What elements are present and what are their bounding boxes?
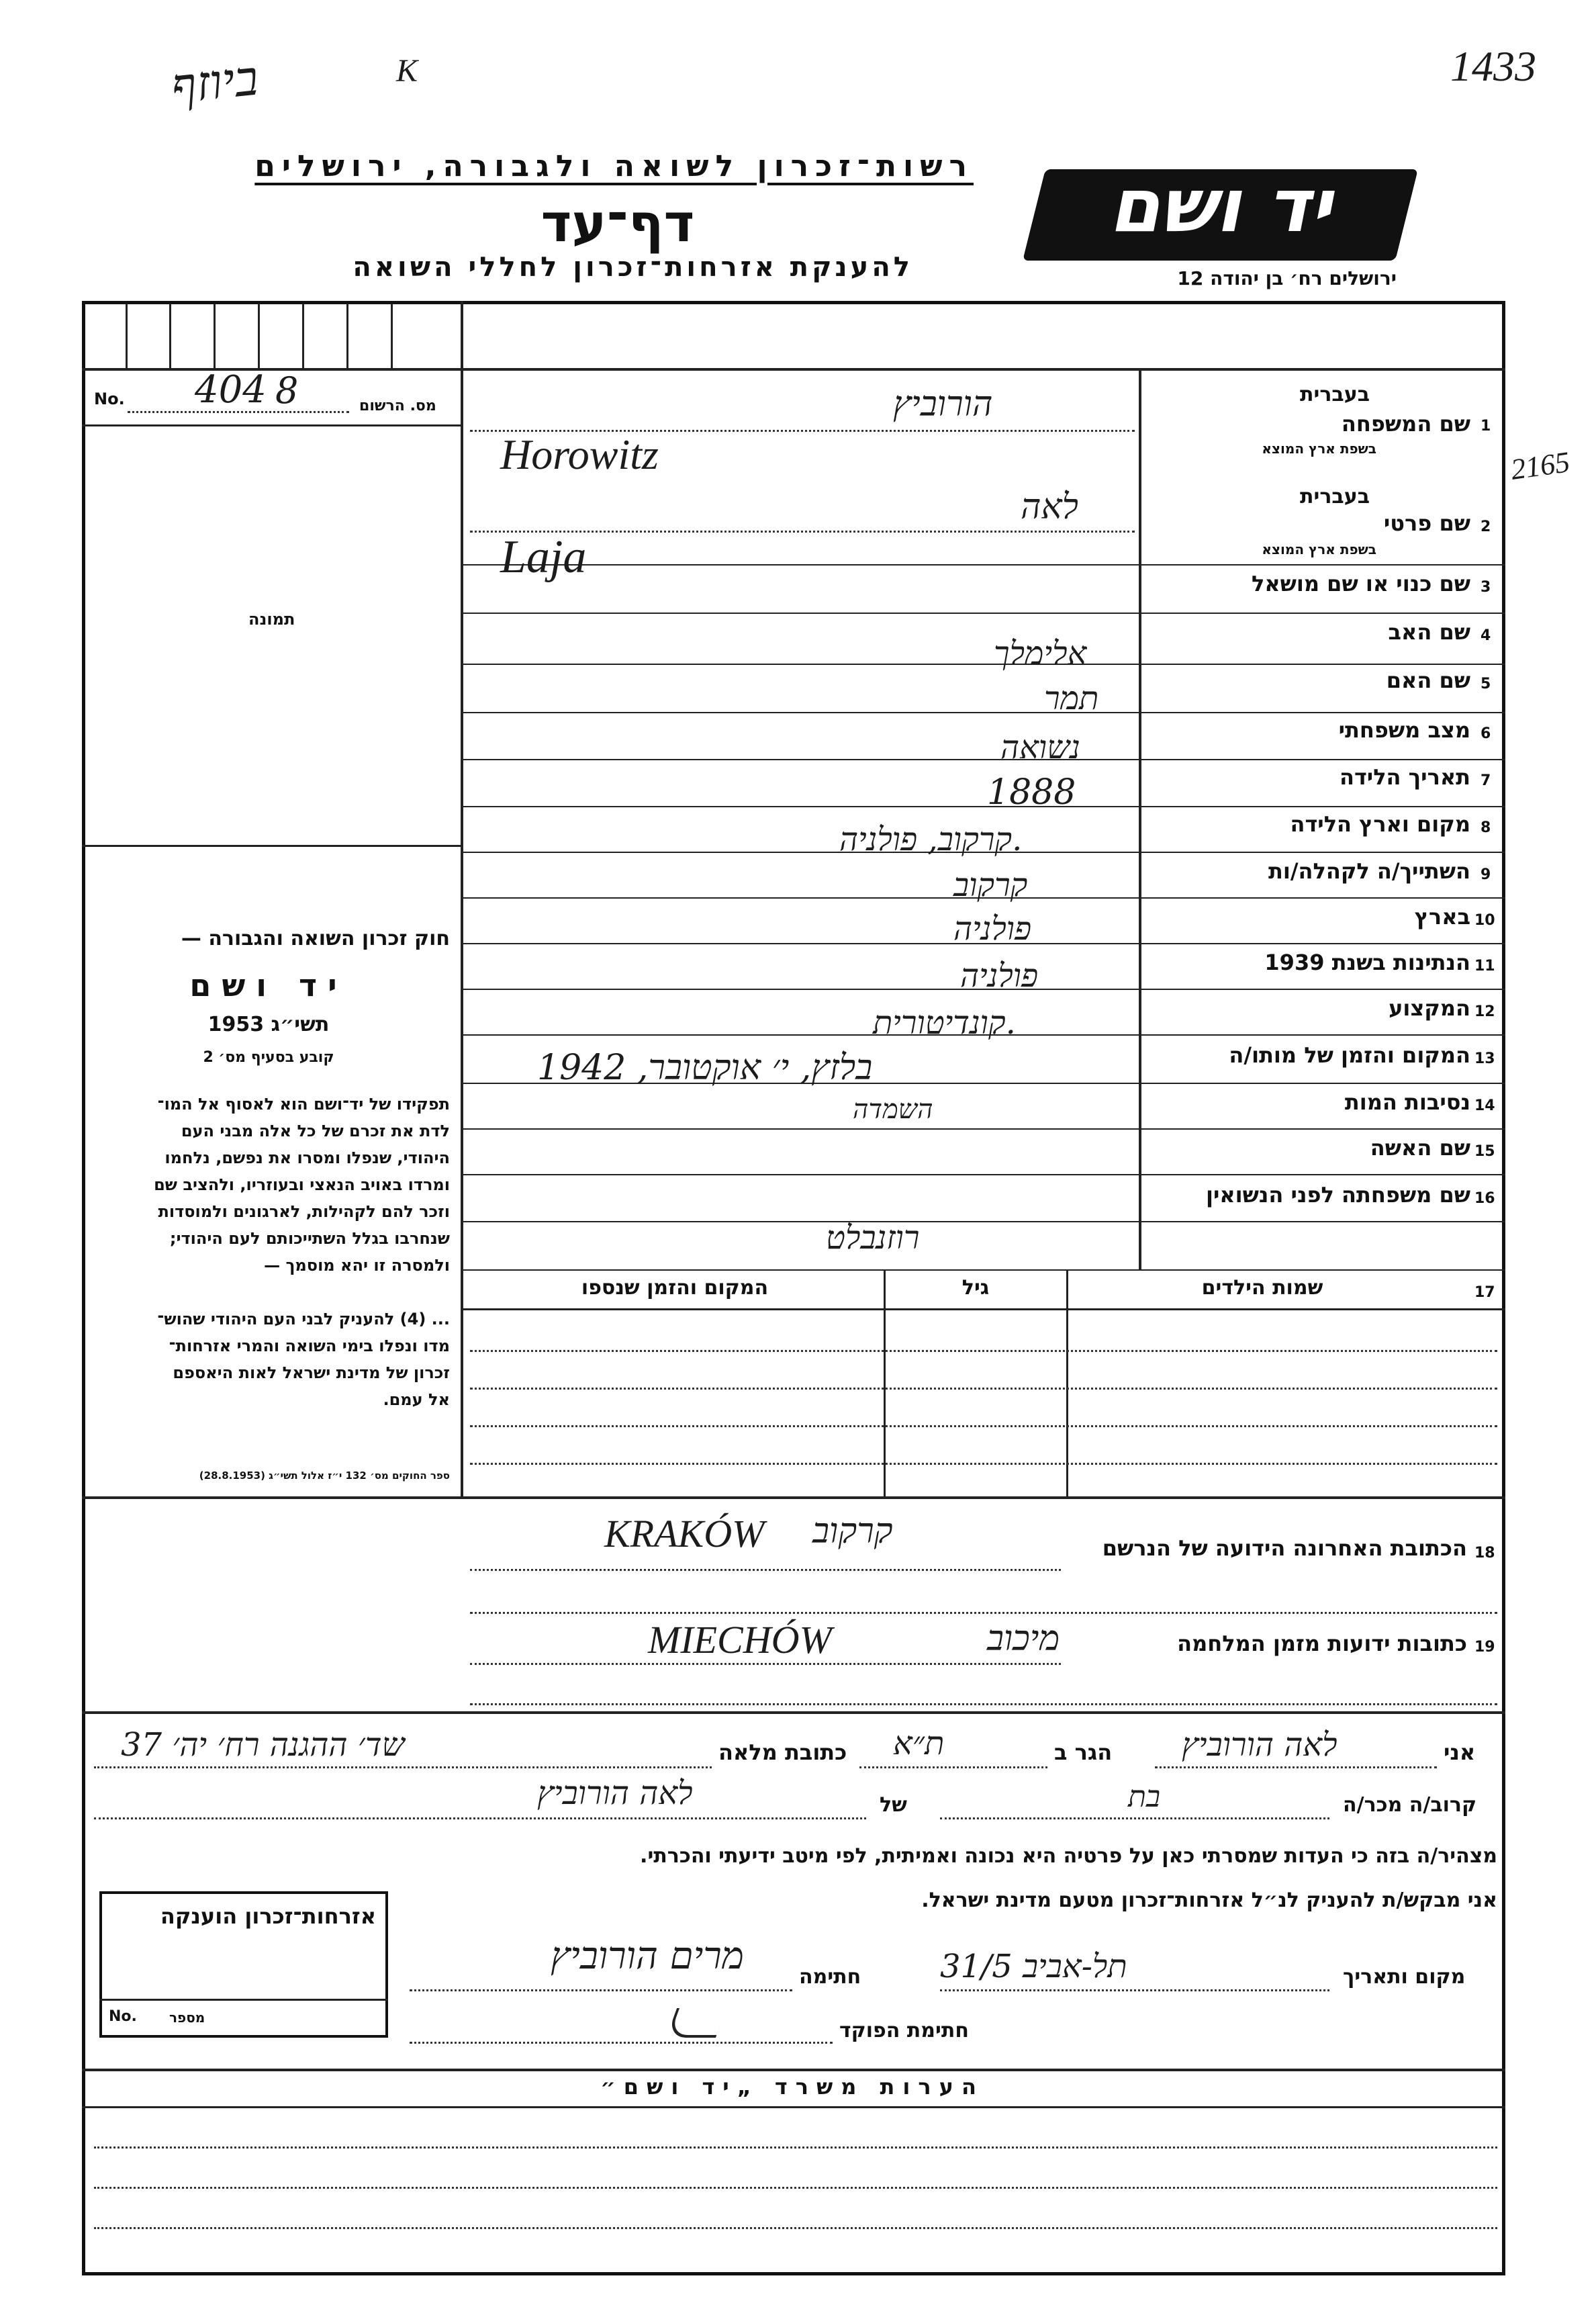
field-5-value: תמר <box>1044 680 1099 717</box>
field-10-number: 10 <box>1474 912 1495 929</box>
field-13-number: 13 <box>1474 1050 1495 1067</box>
law-clause4-3: זכרון של מדינת ישראל לאות היאספם <box>173 1363 450 1382</box>
field-3-label: שם כנוי או שם מושאל <box>1251 571 1470 596</box>
decl-relation: בת <box>1128 1780 1161 1814</box>
law-year: תשי״ג 1953 <box>207 1013 330 1036</box>
law-body-5: וזכר להם לקהילות, לארגונים ולמוסדות <box>158 1202 450 1221</box>
field-7-label: תאריך הלידה <box>1339 764 1470 790</box>
registration-number-suffix: 8 <box>275 369 299 412</box>
decl-signature-label: חתימה <box>799 1965 861 1989</box>
field-10-label: בארץ <box>1414 904 1470 930</box>
field-2-tag-latin: בשפת ארץ המוצא <box>1262 541 1376 557</box>
field-6-value: נשואה <box>1000 729 1080 766</box>
field-1-number: 1 <box>1481 418 1491 435</box>
law-body-3: היהודי, שנפלו ומסרו את נפשם, נלחמו <box>165 1148 450 1167</box>
field-6-label: מצב משפחתי <box>1338 717 1470 743</box>
field-13-value: בלזץ, י׳ אוקטובר, 1942 <box>537 1048 873 1088</box>
field-12-label: המקצוע <box>1389 995 1470 1021</box>
field-11-label: הנתינות בשנת 1939 <box>1264 950 1470 975</box>
law-name: יד ושם <box>189 967 348 1003</box>
form-title: דף־עד <box>541 193 695 254</box>
corner-name-scribble: ביוזף <box>168 49 261 115</box>
certificate-box-no: No. <box>109 2008 137 2025</box>
field-1-label: שם המשפחה <box>1341 411 1470 437</box>
logo-address: ירושלים רח׳ בן יהודה 12 <box>1177 267 1397 289</box>
field-2-label: שם פרטי <box>1383 510 1470 536</box>
field-5-label: שם האם <box>1386 668 1470 693</box>
address-18-value-latin: KRAKÓW <box>604 1512 765 1555</box>
field-16-number: 16 <box>1474 1190 1495 1207</box>
registration-number: 404 <box>195 368 267 412</box>
address-18-value: קרקוב <box>812 1511 893 1551</box>
children-header-place: המקום והזמן שנספו <box>581 1276 769 1300</box>
address-19-value: מיכוב <box>987 1619 1060 1659</box>
field-11-number: 11 <box>1474 958 1495 975</box>
decl-officer-label: חתימת הפוקד <box>839 2019 969 2042</box>
field-8-value: קרקוב, פולניה. <box>839 821 1023 858</box>
address-19-number: 19 <box>1474 1639 1495 1656</box>
field-1-value-latin: Horowitz <box>500 431 659 478</box>
address-18-number: 18 <box>1474 1545 1495 1562</box>
field-9-label: השתייך/ה לקהלה/ות <box>1268 858 1470 884</box>
decl-name: לאה הורוביץ <box>1182 1726 1337 1764</box>
decl-place-date: תל-אביב 31/5 <box>940 1948 1127 1985</box>
law-clause4-4: אל עמם. <box>383 1390 450 1409</box>
law-body-6: שנחרבו בגלל השתייכותם לעם היהודי; <box>169 1229 450 1248</box>
field-15-label: שם האשה <box>1370 1135 1470 1161</box>
law-clause4-1: ... (4) להעניק לבני העם היהודי שהוש־ <box>157 1310 450 1328</box>
margin-number: 2165 <box>1509 445 1572 486</box>
law-body-7: ולמסרה זו יהא מוסמך — <box>264 1256 450 1275</box>
field-2-tag-hebrew: בעברית <box>1300 485 1370 508</box>
decl-relative-label: קרוב/ה מכר/ה <box>1343 1793 1477 1817</box>
field-14-number: 14 <box>1474 1097 1495 1114</box>
logo-text: יד ושם <box>1109 163 1332 248</box>
field-15-number: 15 <box>1474 1143 1495 1160</box>
decl-signature: מרים הורוביץ <box>551 1934 744 1978</box>
field-14-value: השמדה <box>853 1094 933 1125</box>
field-12-value: קונדיטורית. <box>873 1004 1016 1042</box>
certificate-box-number-label: מספר <box>169 2009 205 2026</box>
field-4-label: שם האב <box>1388 619 1470 645</box>
field-14-label: נסיבות המות <box>1344 1089 1470 1115</box>
decl-address-label: כתובת מלאה <box>718 1739 847 1765</box>
decl-place-date-label: מקום ותאריך <box>1343 1965 1466 1989</box>
decl-request: אני מבקש/ת להעניק לנ״ל אזרחות־זכרון מטעם מדינת ישראל. <box>921 1889 1497 1912</box>
field-8-number: 8 <box>1481 819 1491 836</box>
field-1-value: הורוביץ <box>893 384 993 424</box>
field-1-tag-hebrew: בעברית <box>1300 383 1370 406</box>
decl-relative-name: לאה הורוביץ <box>537 1774 693 1812</box>
field-7-number: 7 <box>1481 772 1491 789</box>
field-12-number: 12 <box>1474 1003 1495 1020</box>
field-3-number: 3 <box>1481 579 1491 596</box>
registration-no-prefix: No. <box>94 390 125 408</box>
field-9-number: 9 <box>1481 866 1491 883</box>
law-body-4: ומרדו באויב הנאצי ובעוזריו, ולהציב שם <box>154 1175 450 1194</box>
address-19-label: כתובות ידועות מזמן המלחמה <box>1177 1631 1467 1656</box>
field-2-value: לאה <box>1021 487 1078 527</box>
field-4-value: אלימלך <box>994 635 1087 672</box>
address-19-value-latin: MIECHÓW <box>648 1618 832 1662</box>
field-10-value: פולניה <box>953 910 1032 948</box>
law-footnote: ספר החוקים מס׳ 132 י״ז אלול תשי״ג (28.8.1953) <box>199 1470 450 1482</box>
decl-city: ת״א <box>893 1725 945 1762</box>
address-18-label: הכתובת האחרונה הידועה של הנרשם <box>1102 1535 1467 1561</box>
decl-ani: אני <box>1444 1739 1476 1765</box>
office-notes-title: הערות משרד „יד ושם״ <box>600 2074 984 2099</box>
authority-line: רשות־זכרון לשואה ולגבורה, ירושלים <box>254 149 974 183</box>
registration-label: מס. הרשום <box>359 398 436 414</box>
corner-mark: K <box>396 53 418 89</box>
law-clause4-2: מדו ונפלו בימי השואה והמרי אזרחות־ <box>169 1337 450 1355</box>
certificate-box-title: אזרחות־זכרון הוענקה <box>160 1903 376 1929</box>
decl-of-label: של <box>880 1793 907 1817</box>
field-4-number: 4 <box>1481 627 1491 644</box>
field-7-value: 1888 <box>987 772 1076 813</box>
form-subtitle: להענקת אזרחות־זכרון לחללי השואה <box>353 252 913 283</box>
children-number: 17 <box>1474 1284 1495 1301</box>
field-16-value: רוזנבלט <box>826 1219 920 1257</box>
field-11-value: פולניה <box>960 957 1039 995</box>
field-9-value: קרקוב <box>953 866 1028 904</box>
field-16-label: שם משפחתה לפני הנשואין <box>1205 1182 1470 1208</box>
field-13-label: המקום והזמן של מותו/ה <box>1229 1042 1470 1068</box>
decl-resides-label: הגר ב <box>1054 1739 1113 1765</box>
sheet-number: 1433 <box>1450 42 1536 90</box>
law-body-1: תפקידו של יד־ושם הוא לאסוף אל המו־ <box>157 1095 450 1114</box>
law-body-2: לדת את זכרם של כל אלה מבני העם <box>181 1122 450 1140</box>
field-2-value-latin: Laja <box>500 531 587 583</box>
law-clause: קובע בסעיף מס׳ 2 <box>203 1049 334 1066</box>
field-8-label: מקום וארץ הלידה <box>1290 811 1470 837</box>
photo-label: תמונה <box>248 610 295 629</box>
children-header-age: גיל <box>961 1276 990 1300</box>
decl-address: שד׳ ההגנה רח׳ יה׳ 37 <box>121 1726 405 1764</box>
field-6-number: 6 <box>1481 725 1491 742</box>
children-header-names: שמות הילדים <box>1201 1276 1323 1300</box>
field-1-tag-latin: בשפת ארץ המוצא <box>1262 441 1376 457</box>
field-2-number: 2 <box>1481 518 1491 535</box>
decl-statement: מצהיר/ה בזה כי העדות שמסרתי כאן על פרטיה היא נכונה ואמיתית, לפי מיטב ידיעתי והכרתי. <box>640 1844 1497 1868</box>
field-5-number: 5 <box>1481 676 1491 692</box>
law-title: חוק זכרון השואה והגבורה — <box>181 927 450 950</box>
